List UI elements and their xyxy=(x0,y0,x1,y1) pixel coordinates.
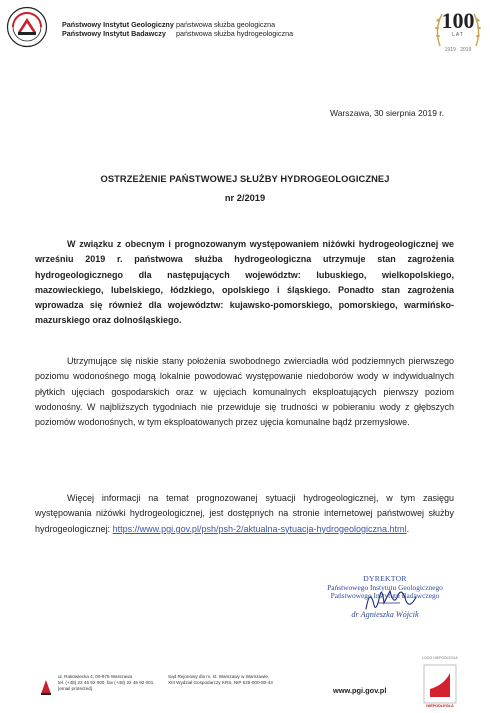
anniversary-number: 100 xyxy=(441,8,475,33)
institute-line-2: Państwowy Instytut Badawczy xyxy=(62,29,166,38)
service-line-2: państwowa służba hydrogeologiczna xyxy=(176,29,294,38)
paragraph-warning: W związku z obecnym i prognozowanym występowaniem niżówki hydrogeologicznej we wrześniu 2019 r. państwowa służba hydrogeologiczna utrzymuje stan zagrożenia hydrogeologicznego dla następujących województw: lubuskiego, wielkopolskiego, mazowieckiego, lubelskiego, łódzkiego, opolskiego i śląskiego. Ponadto stan zagrożenia wprowadza się również dla województw: kujawsko-pomorskiego, pomorskiego, warmińsko-mazurskiego oraz dolnośląskiego. xyxy=(35,239,454,326)
footer-address-2: tel. (+48) 22 45 92 000, fax (+48) 22 45 92 001 xyxy=(58,680,154,685)
emblem-footer-text: NIEPODLEGŁA xyxy=(426,704,454,708)
hydrogeology-situation-link[interactable]: https://www.pgi.gov.pl/psh/psh-2/aktualna-sytuacja-hydrogeologiczna.html xyxy=(112,523,407,534)
anniversary-word: LAT xyxy=(452,32,464,38)
letter-date: Warszawa, 30 sierpnia 2019 r. xyxy=(330,108,445,118)
document-number: nr 2/2019 xyxy=(224,193,266,203)
paragraph-more-info xyxy=(35,491,454,537)
footer-address-3: [email protected] xyxy=(58,686,92,691)
anniversary-logo xyxy=(432,4,484,58)
niepodlegla-emblem-icon xyxy=(418,659,462,707)
service-line-1: państwowa służba geologiczna xyxy=(176,20,276,29)
stamp-line-2: Państwowego Instytutu Badawczego xyxy=(330,591,440,601)
service-name xyxy=(176,20,293,38)
footer-website[interactable]: www.pgi.gov.pl xyxy=(333,686,387,695)
footer-court-2: XIII Wydział Gospodarczy KRS, NIP 525-000-80-43 xyxy=(168,680,273,685)
more-info-text: Więcej informacji na temat prognozowanej sytuacji hydrogeologicznej, w tym zasięgu występowania niżówki hydrogeologicznej, jest dostępnych na stronie internetowej państwowej służby hydrogeologicznej: xyxy=(35,493,454,534)
footer-address-1: ul. Rakowiecka 4, 00-975 Warszawa xyxy=(58,674,133,679)
document-title: OSTRZEŻENIE PAŃSTWOWEJ SŁUŻBY HYDROGEOLOGICZNEJ xyxy=(100,174,390,184)
footer-address xyxy=(58,674,153,692)
emblem-caption: LOGO NIEPODLEGŁA xyxy=(422,656,458,660)
stamp-role: DYREKTOR xyxy=(363,574,407,583)
handwritten-signature xyxy=(360,583,420,615)
anniversary-years: 1919 · 2019 xyxy=(444,47,472,53)
pig-seal-logo xyxy=(6,6,48,48)
institute-name xyxy=(62,20,174,38)
footer-court-1: Sąd Rejonowy dla m. st. Warszawy w Warszawie, xyxy=(168,674,270,679)
stamp-name: dr Agnieszka Wójcik xyxy=(351,609,419,619)
stamp-line-1: Państwowego Instytutu Geologicznego xyxy=(327,582,443,592)
more-info-end: . xyxy=(406,523,410,534)
footer-registry xyxy=(168,674,273,686)
footer-pig-icon xyxy=(40,678,52,696)
institute-line-1: Państwowy Instytut Geologiczny xyxy=(62,20,174,29)
paragraph-details: Utrzymujące się niskie stany położenia swobodnego zwierciadła wód podziemnych pierwszego poziomu wodonośnego mogą lokalnie powodować występowanie niedoborów wody w indywidualnych płytkich ujęciach gospodarskich oraz w ujęciach komunalnych eksploatujących pierwszy poziom wodonośny. W najbliższych tygodniach nie przewiduje się trudności w pobieraniu wody z głębszych poziomów wodonośnych, w tym eksploatowanych przez ujęcia komunalne bądź przemysłowe. xyxy=(35,356,454,428)
